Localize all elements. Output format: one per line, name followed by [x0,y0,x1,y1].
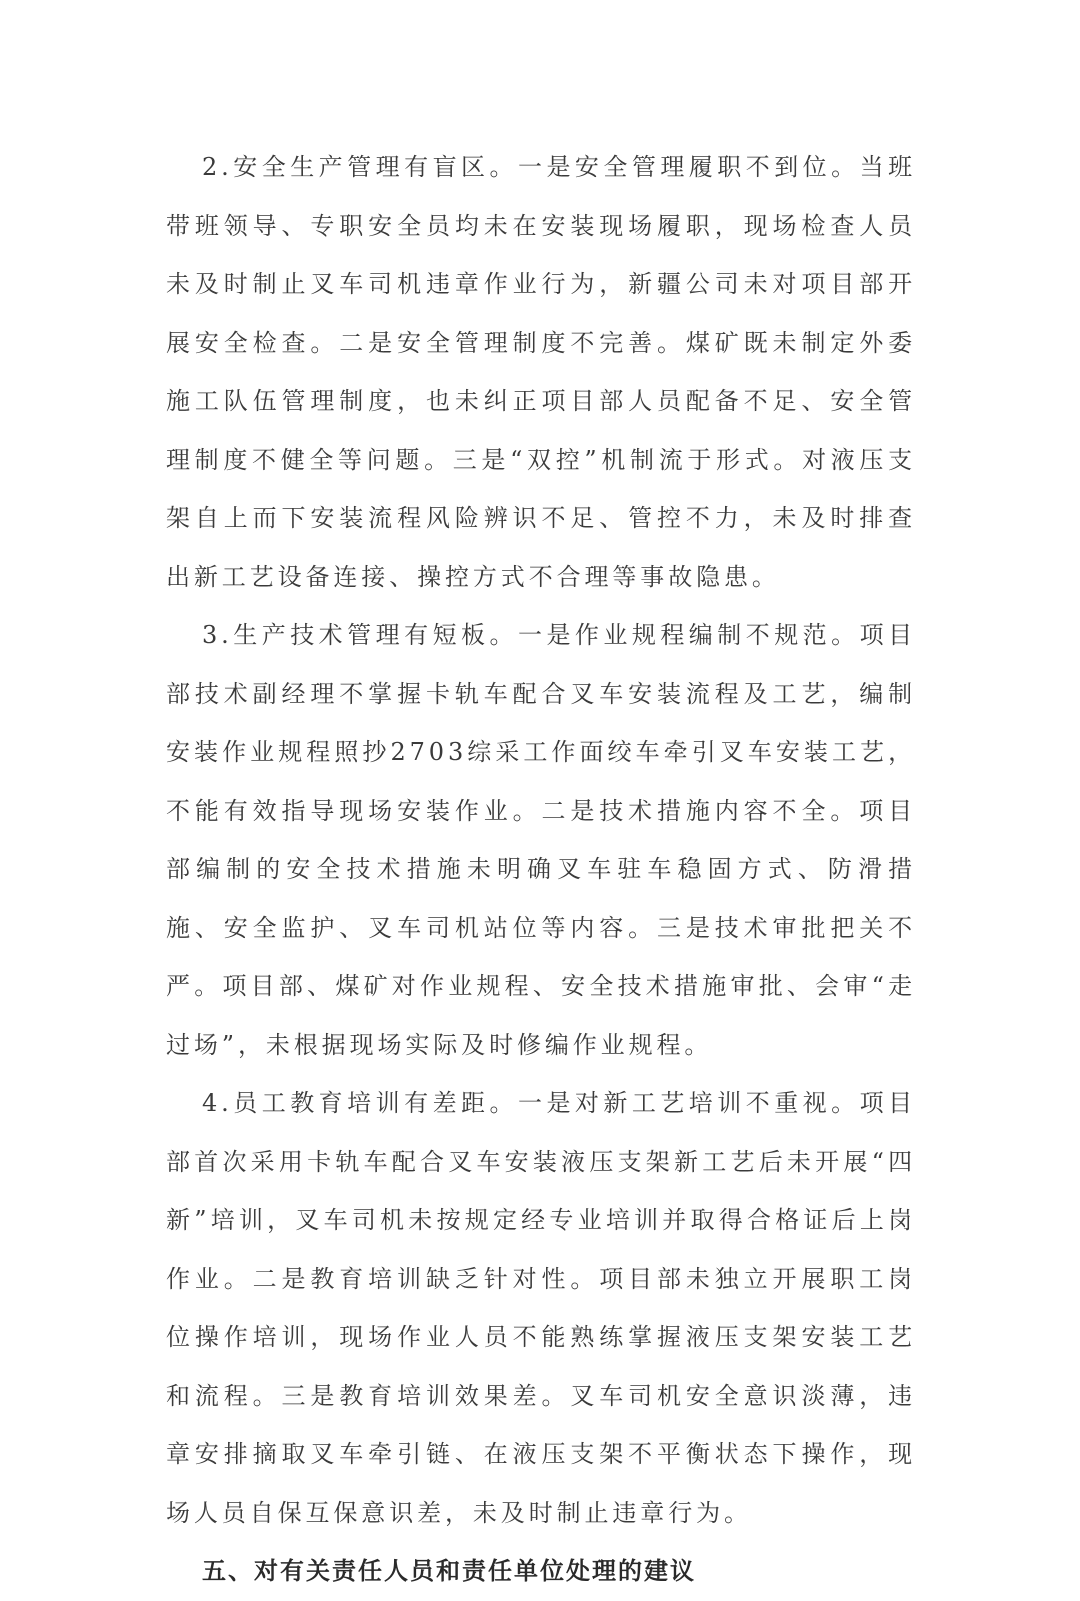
paragraph-safety-management: 2.安全生产管理有盲区。一是安全管理履职不到位。当班带班领导、专职安全员均未在安装现场履职，现场检查人员未及时制止叉车司机违章作业行为，新疆公司未对项目部开展安全检查。二是安全管理制度不完善。煤矿既未制定外委施工队伍管理制度，也未纠正项目部人员配备不足、安全管理制度不健全等问题。三是“双控”机制流于形式。对液压支架自上而下安装流程风险辨识不足、管控不力，未及时排查出新工艺设备连接、操控方式不合理等事故隐患。 [166,153,916,591]
paragraph-employee-training: 4.员工教育培训有差距。一是对新工艺培训不重视。项目部首次采用卡轨车配合叉车安装液压支架新工艺后未开展“四新”培训，叉车司机未按规定经专业培训并取得合格证后上岗作业。二是教育培训缺乏针对性。项目部未独立开展职工岗位操作培训，现场作业人员不能熟练掌握液压支架安装工艺和流程。三是教育培训效果差。叉车司机安全意识淡薄，违章安排摘取叉车牵引链、在液压支架不平衡状态下操作，现场人员自保互保意识差，未及时制止违章行为。 [166,1089,916,1527]
paragraph-technical-management: 3.生产技术管理有短板。一是作业规程编制不规范。项目部技术副经理不掌握卡轨车配合叉车安装流程及工艺，编制安装作业规程照抄2703综采工作面绞车牵引叉车安装工艺，不能有效指导现场安装作业。二是技术措施内容不全。项目部编制的安全技术措施未明确叉车驻车稳固方式、防滑措施、安全监护、叉车司机站位等内容。三是技术审批把关不严。项目部、煤矿对作业规程、安全技术措施审批、会审“走过场”，未根据现场实际及时修编作业规程。 [166,621,916,1059]
document-body [166,138,916,1601]
section-heading: 五、对有关责任人员和责任单位处理的建议 [202,1556,696,1585]
